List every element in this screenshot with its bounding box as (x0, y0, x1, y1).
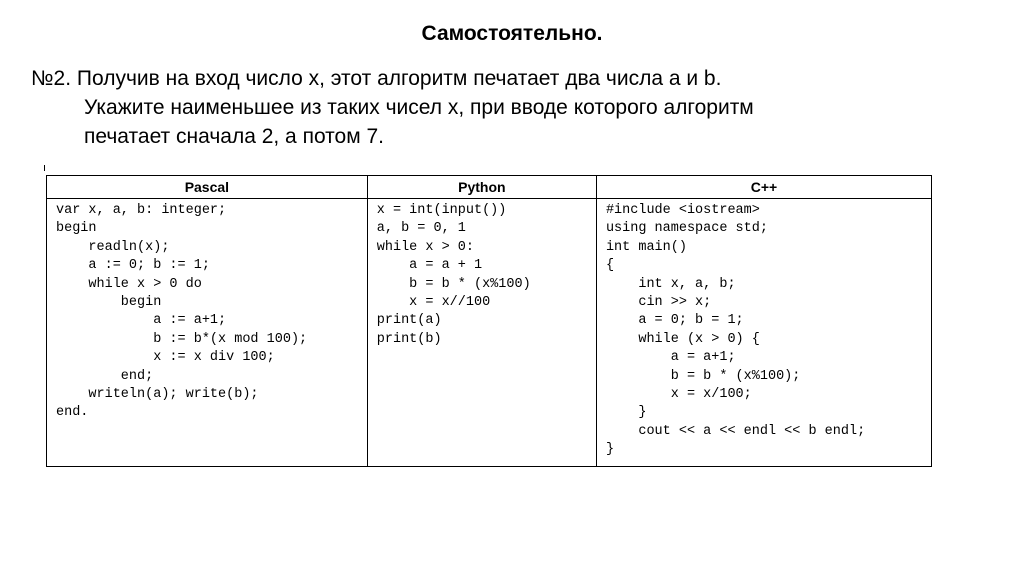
pascal-code-line: begin (56, 295, 162, 311)
pascal-code-line: while x > 0 do (56, 276, 202, 292)
task-line-3: печатает сначала 2, а потом 7. (84, 125, 385, 148)
task-line-2: Укажите наименьшее из таких чисел x, при вводе которого алгоритм (84, 96, 754, 119)
code-cell-cpp (596, 199, 931, 467)
cpp-code-line: a = 0; b = 1; (605, 313, 744, 329)
pascal-code-line: end; (56, 368, 154, 384)
cpp-code-line: b = b * (x%100); (605, 368, 801, 384)
code-cell-pascal (47, 199, 368, 467)
cpp-code-line: cin >> x; (605, 295, 712, 311)
python-code-line: print(a) (376, 313, 442, 329)
python-code-line: a, b = 0, 1 (376, 221, 466, 237)
cpp-code-line: using namespace std; (605, 221, 768, 237)
pascal-code-line: a := 0; b := 1; (56, 258, 210, 274)
table-header-row (47, 176, 932, 199)
python-code-line: b = b * (x%100) (376, 276, 531, 292)
python-code-line: x = int(input()) (376, 203, 507, 218)
task-line-1: №2. Получив на вход число x, этот алгоритм печатает два числа a и b. (31, 67, 722, 90)
python-code-line: print(b) (376, 331, 442, 347)
pascal-code-line: var x, a, b: integer; (56, 203, 227, 218)
slide-title: Самостоятельно. (421, 22, 603, 45)
cpp-code-line: while (x > 0) { (605, 331, 760, 347)
pascal-code-line: readln(x); (56, 239, 170, 255)
python-code-line: a = a + 1 (376, 258, 483, 274)
cpp-code-line: { (605, 258, 615, 274)
python-code-line: x = x//100 (376, 295, 491, 311)
pascal-code-line: end. (56, 405, 89, 421)
cpp-code-line: #include <iostream> (605, 203, 760, 218)
cpp-code-line: cout << a << endl << b endl; (605, 423, 866, 439)
cpp-code-line: int main() (605, 239, 687, 255)
python-code-line: while x > 0: (376, 239, 474, 255)
table-code-row (47, 199, 932, 467)
cpp-code-line: int x, a, b; (605, 276, 736, 292)
cpp-code-line: x = x/100; (605, 387, 752, 403)
table-corner-mark (44, 165, 45, 171)
cpp-code-line: } (605, 405, 647, 421)
pascal-code-line: a := a+1; (56, 313, 227, 329)
header-python: Python (367, 176, 596, 199)
header-pascal: Pascal (47, 176, 368, 199)
pascal-code-line: writeln(a); write(b); (56, 387, 259, 403)
cpp-code-line: a = a+1; (605, 350, 736, 366)
pascal-code-line: begin (56, 221, 97, 237)
header-cpp: C++ (596, 176, 931, 199)
cpp-code-line: } (605, 442, 615, 458)
pascal-code-line: x := x div 100; (56, 350, 275, 366)
code-table (46, 175, 932, 467)
pascal-code-line: b := b*(x mod 100); (56, 331, 308, 347)
code-cell-python (367, 199, 596, 467)
task-statement (31, 64, 991, 151)
